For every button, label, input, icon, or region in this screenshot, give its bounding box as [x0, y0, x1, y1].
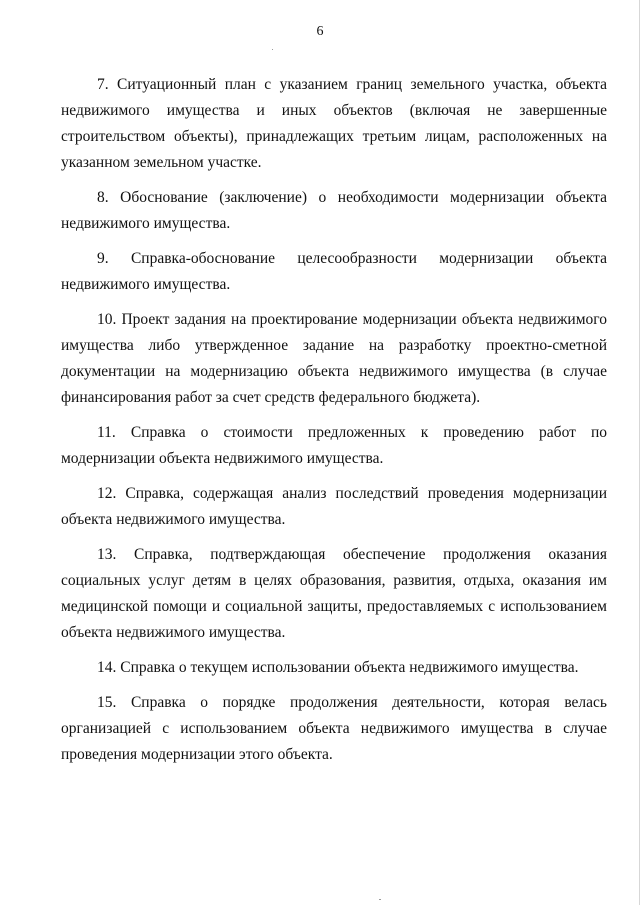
paragraph-item-9: 9. Справка-обоснование целесообразности модернизации объекта недвижимого имущества. — [61, 250, 607, 293]
paragraph-item-14: 14. Справка о текущем использовании объекта недвижимого имущества. — [97, 659, 579, 676]
scan-speck — [272, 49, 273, 50]
document-body — [61, 72, 607, 777]
scan-speck — [379, 899, 381, 900]
paragraph-item-11: 11. Справка о стоимости предложенных к проведению работ по модернизации объекта недвижимого имущества. — [61, 424, 607, 467]
paragraph-item-15: 15. Справка о порядке продолжения деятельности, которая велась организацией с использованием объекта недвижимого имущества в случае проведения модернизации этого объекта. — [61, 694, 607, 763]
paragraph-item-8: 8. Обоснование (заключение) о необходимости модернизации объекта недвижимого имущества. — [61, 189, 607, 232]
paragraph-item-13: 13. Справка, подтверждающая обеспечение продолжения оказания социальных услуг детям в целях образования, развития, отдыха, оказания им медицинской помощи и социальной защиты, предоставляемых с использованием объекта недвижимого имущества. — [61, 546, 607, 641]
paragraph-item-10: 10. Проект задания на проектирование модернизации объекта недвижимого имущества либо утвержденное задание на разработку проектно-сметной документации на модернизацию объекта недвижимого имущества (в случае финансирования работ за счет средств федерального бюджета). — [61, 311, 607, 406]
paragraph-item-7: 7. Ситуационный план с указанием границ земельного участка, объекта недвижимого имущества и иных объектов (включая не завершенные строительством объекты), принадлежащих третьим лицам, расположенных на указанном земельном участке. — [61, 76, 607, 171]
page-number: 6 — [316, 24, 324, 39]
paragraph-item-12: 12. Справка, содержащая анализ последствий проведения модернизации объекта недвижимого имущества. — [61, 485, 607, 528]
